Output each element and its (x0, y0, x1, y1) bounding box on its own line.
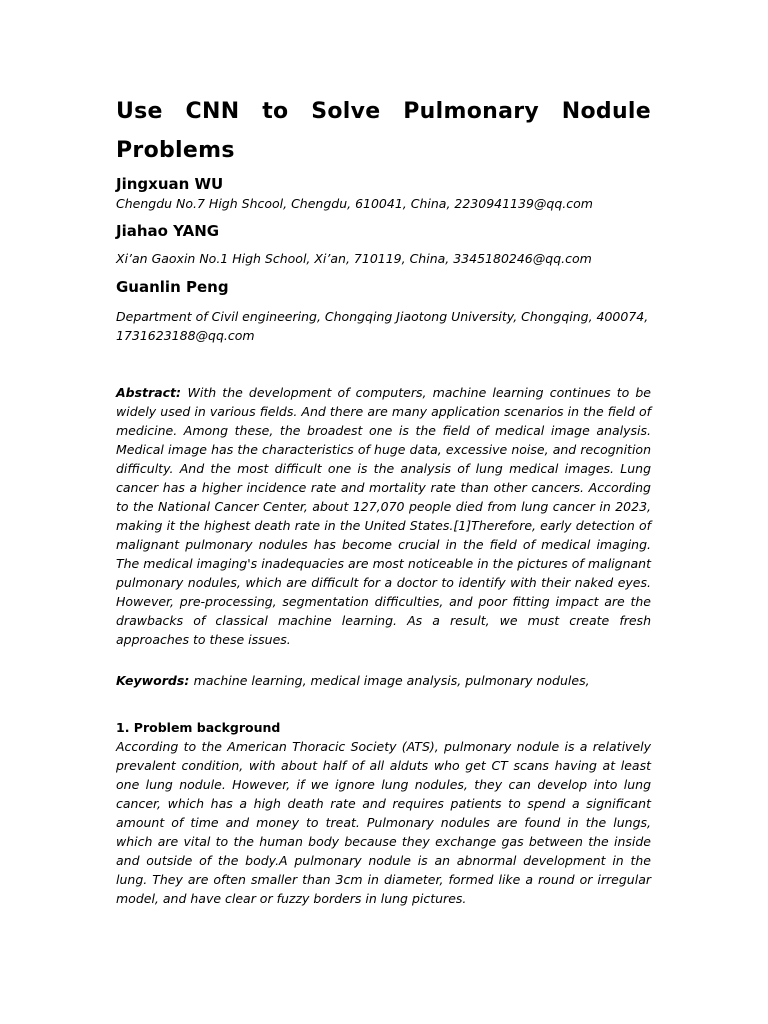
author-affiliation: Xi’an Gaoxin No.1 High School, Xi’an, 710119, China, 3345180246@qq.com (116, 251, 592, 266)
keywords (116, 671, 651, 690)
author-affiliation: Chengdu No.7 High Shcool, Chengdu, 610041, China, 2230941139@qq.com (116, 196, 593, 211)
paper-title: Use CNN to Solve Pulmonary Nodule Problems (116, 99, 651, 163)
author-block (116, 277, 651, 345)
paper-page (116, 92, 651, 908)
abstract-text: With the development of computers, machine learning continues to be widely used in various fields. And there are many application scenarios in the field of medicine. Among these, the broadest one is the field of medical image analysis. Medical image has the characteristics of huge data, excessive noise, and recognition difficulty. And the most difficult one is the analysis of lung medical images. Lung cancer has a higher incidence rate and mortality rate than other cancers. According to the National Cancer Center, about 127,070 people died from lung cancer in 2023, making it the highest death rate in the United States.[1]Therefore, early detection of malignant pulmonary nodules has become crucial in the field of medical imaging. The medical imaging's inadequacies are most noticeable in the pictures of malignant pulmonary nodules, which are difficult for a doctor to identify with their naked eyes. However, pre-processing, segmentation difficulties, and poor fitting impact are the drawbacks of classical machine learning. As a result, we must create fresh approaches to these issues. (116, 385, 652, 647)
abstract-label: Abstract: (116, 385, 188, 400)
section-heading: 1. Problem background (116, 720, 281, 735)
author-block (116, 221, 651, 268)
keywords-label: Keywords: (116, 673, 194, 688)
abstract (116, 383, 651, 649)
author-name: Jiahao YANG (116, 222, 220, 240)
keywords-text: machine learning, medical image analysis, pulmonary nodules, (193, 673, 590, 688)
section-body: According to the American Thoracic Society (ATS), pulmonary nodule is a relatively prevalent condition, with about half of all alduts who get CT scans having at least one lung nodule. However, if we ignore lung nodules, they can develop into lung cancer, which has a high death rate and requires patients to spend a significant amount of time and money to treat. Pulmonary nodules are found in the lungs, which are vital to the human body because they exchange gas between the inside and outside of the body.A pulmonary nodule is an abnormal development in the lung. They are often smaller than 3cm in diameter, formed like a round or irregular model, and have clear or fuzzy borders in lung pictures. (116, 739, 651, 906)
author-affiliation: Department of Civil engineering, Chongqing Jiaotong University, Chongqing, 400074, 1731623188@qq.com (116, 309, 649, 343)
author-name: Jingxuan WU (116, 175, 224, 193)
author-block (116, 174, 651, 213)
author-name: Guanlin Peng (116, 278, 229, 296)
